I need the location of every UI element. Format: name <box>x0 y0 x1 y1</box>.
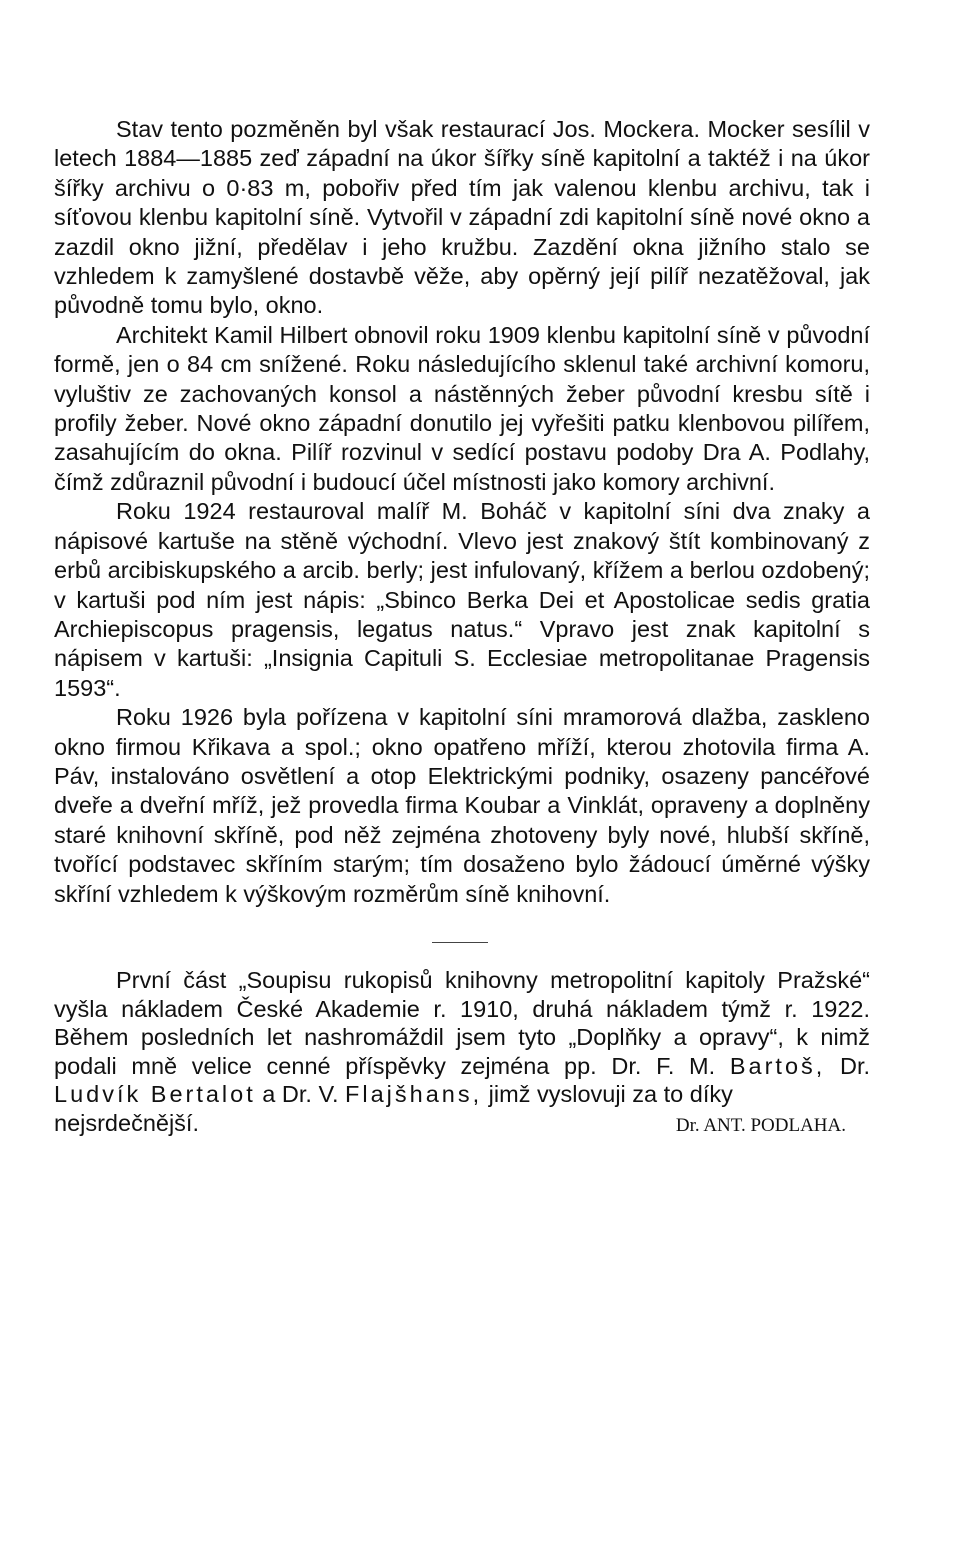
section-divider <box>432 942 488 943</box>
note-last-word: nejsrdečnější. <box>54 1109 199 1136</box>
note-paragraph <box>54 966 870 1109</box>
paragraph-2: Architekt Kamil Hilbert obnovil roku 1909 klenbu kapitolní síně v původní formě, jen o 84 cm snížené. Roku následujícího sklenul také archivní komoru, vyluštiv ze zachovaných konsol a nástěnných žeber původní kresbu sítě i profily žeber. Nové okno západní donutilo jej vyřešiti patku klenbovou pilířem, zasahujícím do okna. Pilíř rozvinul v sedící postavu podoby Dra A. Podlahy, čímž zdůraznil původní i budoucí účel místnosti jako komory archivní. <box>54 321 870 495</box>
note-thanks: jimž vyslovuji za to díky <box>488 1081 733 1108</box>
paragraph-3: Roku 1924 restauroval malíř M. Boháč v kapitolní síni dva znaky a nápisové kartuše na stěně východní. Vlevo jest znakový štít kombinovaný z erbů arcibiskupského a arcib. berly; jest infulovaný, křížem a berlou ozdobený; v kartuši pod ním jest nápis: „Sbinco Berka Dei et Apostolicae sedis gratia Archiepiscopus pragensis, legatus natus.“ Vpravo jest znak kapitolní s nápisem v kartuši: „Insignia Capituli S. Ecclesiae metropolitanae Pragensis 1593“. <box>54 498 870 701</box>
name-bartos: Bartoš, <box>729 1052 826 1079</box>
name-flajshans: Flajšhans, <box>345 1081 483 1108</box>
main-text <box>54 115 870 909</box>
author-signature: Dr. ANT. PODLAHA. <box>675 1114 846 1136</box>
name-bertalot: Ludvík Bertalot <box>54 1081 256 1108</box>
note-text: První část „Soupisu rukopisů knihovny metropolitní kapitoly Pražské“ vyšla nákladem České Akademie r. 1910, druhá nákladem týmž r. 1922. Během posledních let nashromáždil jsem tyto „Doplňky a opravy“, k nimž podali mně velice cenné příspěvky zejména pp. Dr. F. M. <box>54 967 870 1079</box>
paragraph-1: Stav tento pozměněn byl však restaurací Jos. Mockera. Mocker sesílil v letech 1884—1885 zeď západní na úkor šířky síně kapitolní a taktéž i na úkor šířky archivu o 0·83 m, pobořiv před tím jak valenou klenbu archivu, tak i síťovou klenbu kapitolní síně. Vytvořil v západní zdi kapitolní síně nové okno a zazdil okno jižní, předělav i jeho kružbu. Zazdění okna jižního stalo se vzhledem k zamyšlené dostavbě věže, aby opěrný její pilíř nezatěžoval, jak původně tomu bylo, okno. <box>54 116 870 319</box>
paragraph-4: Roku 1926 byla pořízena v kapitolní síni mramorová dlažba, zaskleno okno firmou Křikava a spol.; okno opatřeno mříží, kterou zhotovila firma A. Páv, instalováno osvětlení a otop Elektrickými podniky, osazeny pancéřové dveře a dveřní mříž, jež provedla firma Koubar a Vinklát, opraveny a doplněny staré knihovní skříně, pod něž zejména zhotoveny byly nové, hlubší skříně, tvořící podstavec skříním starým; tím dosaženo bylo žádoucí úměrné výšky skříní vzhledem k výškovým rozměrům síně knihovní. <box>54 704 870 907</box>
closing-note <box>54 966 870 1141</box>
note-dr: Dr. <box>839 1052 871 1079</box>
note-conjunction: a Dr. V. <box>262 1081 339 1108</box>
note-last-line <box>54 1109 870 1141</box>
